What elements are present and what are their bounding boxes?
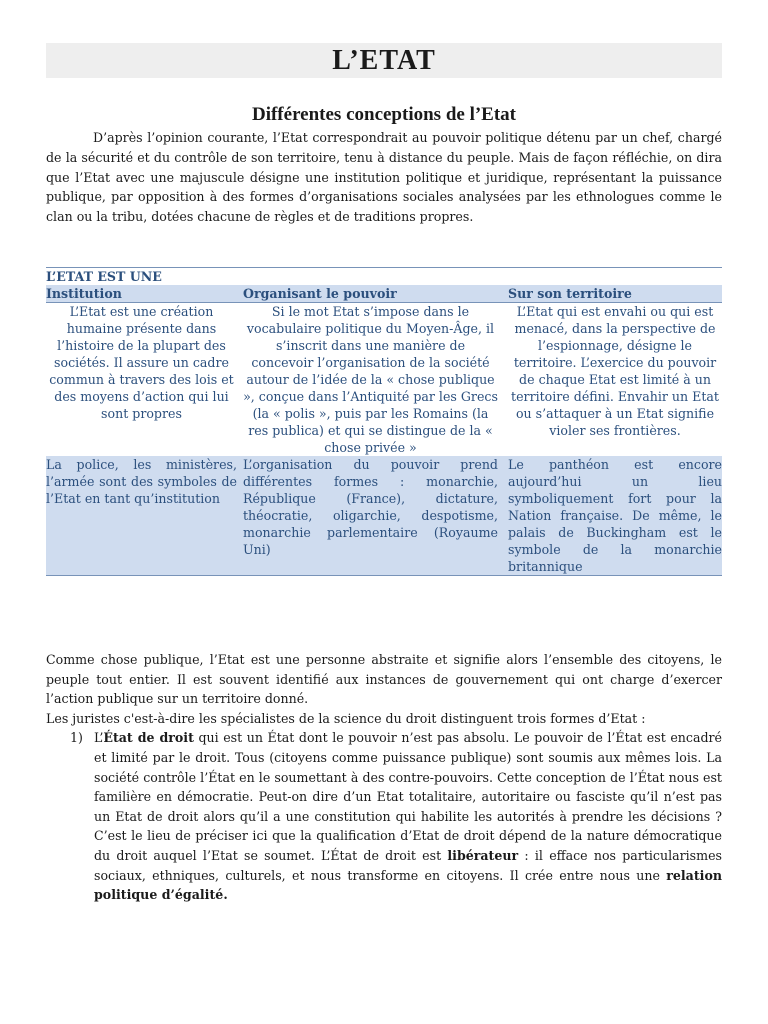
table-cell: La police, les ministères, l’armée sont des symboles de l’Etat en tant qu’institution <box>46 456 243 576</box>
item-text: qui est un État dont le pouvoir n’est pas absolu. Le pouvoir de l’État est encadré et limité par le droit. Tous (citoyens comme puissance publique) sont soumis aux mêmes lois. La société contrôle l’État en le soumettant à des contre-pouvoirs. Cette conception de l’État nous est familière en démocratie. Peut-on dire d’un Etat totalitaire, autoritaire ou fasciste qu’il n’est pas un Etat de droit alors qu’il a une constitution qui habilite les autorités à prendre les décisions ? C’est le lieu de préciser ici que la qualification d’Etat de droit dépend de la nature démocratique du droit auquel l’Etat se soumet. L’État de droit est <box>94 730 722 863</box>
list-item <box>70 728 722 904</box>
table-row <box>46 303 722 457</box>
section-subtitle: Différentes conceptions de l’Etat <box>251 104 516 125</box>
intro-paragraph: D’après l’opinion courante, l’Etat correspondrait au pouvoir politique détenu par un chef, chargé de la sécurité et du contrôle de son territoire, tenu à distance du peuple. Mais de façon réfléchie, on dira que l’Etat avec une majuscule désigne une institution politique et juridique, représentant la puissance publique, par opposition à des formes d’organisations sociales analysées par les ethnologues comme le clan ou la tribu, dotées chacune de règles et de traditions propres. <box>46 130 722 225</box>
table-cell: Le panthéon est encore aujourd’hui un lieu symboliquement fort pour la Nation française. De même, le palais de Buckingham est le symbole de la monarchie britannique <box>508 457 723 574</box>
page-title: L’ETAT <box>46 43 722 78</box>
item-text: . <box>223 887 228 903</box>
column-header: Sur son territoire <box>508 285 722 303</box>
column-header: Organisant le pouvoir <box>243 285 508 303</box>
column-header: Institution <box>46 285 243 303</box>
item-text: : il efface nos particularismes sociaux, ethniques, culturels, et nous transforme en citoyens. Il crée entre nous une <box>94 847 722 883</box>
body-text <box>46 650 722 905</box>
term-bold: libérateur <box>447 847 519 863</box>
term-bold: État de droit <box>103 730 194 746</box>
table-header-row <box>46 268 722 286</box>
table-row <box>46 456 722 576</box>
term-bold: relation politique d’égalité <box>94 867 722 903</box>
table-cell: L’Etat est une création humaine présente dans l’histoire de la plupart des sociétés. Il assure un cadre commun à travers des lois et des moyens d’action qui lui sont propres <box>49 304 234 421</box>
list-number: 1) <box>70 730 83 746</box>
table-cell: L’organisation du pouvoir prend différentes formes : monarchie, République (France), dictature, théocratie, oligarchie, despotisme, monarchie parlementaire (Royaume Uni) <box>243 456 508 576</box>
paragraph: Les juristes c'est-à-dire les spécialistes de la science du droit distinguent trois formes d’Etat : <box>46 710 646 726</box>
table-cell: Si le mot Etat s’impose dans le vocabulaire politique du Moyen-Âge, il s’inscrit dans une manière de concevoir l’organisation de la société autour de l’idée de la « chose publique », conçue dans l’Antiquité par les Grecs (la « polis », puis par les Romains (la res publica) et qui se distingue de la « chose privée » <box>243 304 498 455</box>
table-header: L’ETAT EST UNE <box>46 268 722 286</box>
table-column-row <box>46 285 722 303</box>
conceptions-table <box>46 267 722 576</box>
item-text: L’ <box>94 730 104 746</box>
state-forms-list <box>46 728 722 904</box>
paragraph: Comme chose publique, l’Etat est une personne abstraite et signifie alors l’ensemble des citoyens, le peuple tout entier. Il est souvent identifié aux instances de gouvernement qui ont charge d’exercer l’action publique sur un territoire donné. <box>46 652 722 707</box>
table-cell: L’Etat qui est envahi ou qui est menacé, dans la perspective de l’espionnage, désigne le territoire. L’exercice du pouvoir de chaque Etat est limité à un territoire défini. Envahir un Etat ou s’attaquer à un Etat signifie violer ses frontières. <box>511 304 719 438</box>
